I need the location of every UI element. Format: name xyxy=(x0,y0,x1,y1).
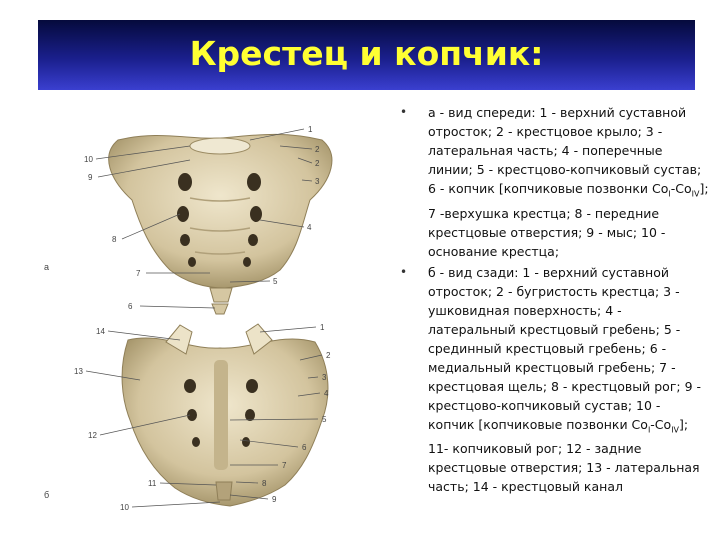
label-a-2b: 2 xyxy=(315,159,320,168)
label-b-2: 2 xyxy=(326,351,331,360)
label-a-7: 7 xyxy=(136,269,141,278)
bullet-marker: • xyxy=(400,264,408,279)
label-b-10: 10 xyxy=(120,503,129,512)
label-a-4: 4 xyxy=(307,223,312,232)
label-a-1: 1 xyxy=(308,125,313,134)
label-b-12: 12 xyxy=(88,431,97,440)
bullet-text: -Co xyxy=(650,416,672,432)
sacrum-anterior-view xyxy=(109,134,332,314)
slide-title: Крестец и копчик: xyxy=(189,34,544,73)
title-band xyxy=(38,20,695,90)
label-b-7: 7 xyxy=(282,461,287,470)
sacrum-illustration xyxy=(40,110,400,530)
view-a-letter: а xyxy=(44,262,50,272)
label-b-6: 6 xyxy=(302,443,307,452)
label-a-3: 3 xyxy=(315,177,320,186)
label-a-9: 9 xyxy=(88,173,93,182)
label-b-14: 14 xyxy=(96,327,105,336)
label-b-8: 8 xyxy=(262,479,267,488)
label-b-5: 5 xyxy=(322,415,327,424)
label-a-8: 8 xyxy=(112,235,117,244)
description-list xyxy=(392,103,710,498)
label-b-1: 1 xyxy=(320,323,325,332)
label-a-5: 5 xyxy=(273,277,278,286)
coccyx-posterior xyxy=(216,482,232,500)
bullet-posterior-view xyxy=(392,263,710,497)
bullet-text: -Co xyxy=(670,181,692,196)
subscript: IV xyxy=(691,189,700,199)
subscript: I xyxy=(647,425,651,434)
label-a-6: 6 xyxy=(128,302,133,311)
bullet-marker: • xyxy=(400,105,408,119)
bullet-anterior-view xyxy=(392,103,710,261)
subscript: IV xyxy=(671,425,680,434)
label-b-13: 13 xyxy=(74,367,83,376)
coccyx-anterior xyxy=(210,288,232,314)
label-b-9: 9 xyxy=(272,495,277,504)
bullet-text: ]; 7 -верхушка крестца; 8 - передние крестцовые отверстия; 9 - мыс; 10 - основание крестца; xyxy=(428,181,709,259)
bullet-text: ]; 11- копчиковый рог; 12 - задние крестцовые отверстия; 13 - латеральная часть; 14 - крестцовый канал xyxy=(428,416,700,494)
label-a-10: 10 xyxy=(84,155,93,164)
label-b-4: 4 xyxy=(324,389,329,398)
label-a-2: 2 xyxy=(315,145,320,154)
median-sacral-crest xyxy=(214,360,228,470)
bullet-text: б - вид сзади: 1 - верхний суставной отросток; 2 - бугристость крестца; 3 - ушковидная поверхность; 4 - латеральный крестцовый гребень; 5 - срединный крестцовый гребень; 6 - медиальный крестцовый гребень; 7 - крестцовая щель; 8 - крестцовый рог; 9 - крестцово-копчиковый сустав; 10 - копчик [копчиковые позвонки Co xyxy=(428,264,702,432)
sacrum-base-top xyxy=(190,138,250,154)
bullet-text: а - вид спереди: 1 - верхний суставной отросток; 2 - крестцовое крыло; 3 - латеральная часть; 4 - поперечные линии; 5 - крестцово-копчиковый сустав; 6 - копчик [копчиковые позвонки Co xyxy=(428,105,702,196)
label-b-3: 3 xyxy=(322,373,327,382)
label-b-11: 11 xyxy=(148,479,157,488)
subscript: I xyxy=(668,189,671,199)
view-b-letter: б xyxy=(44,490,50,500)
sacrum-body-anterior xyxy=(109,134,332,288)
